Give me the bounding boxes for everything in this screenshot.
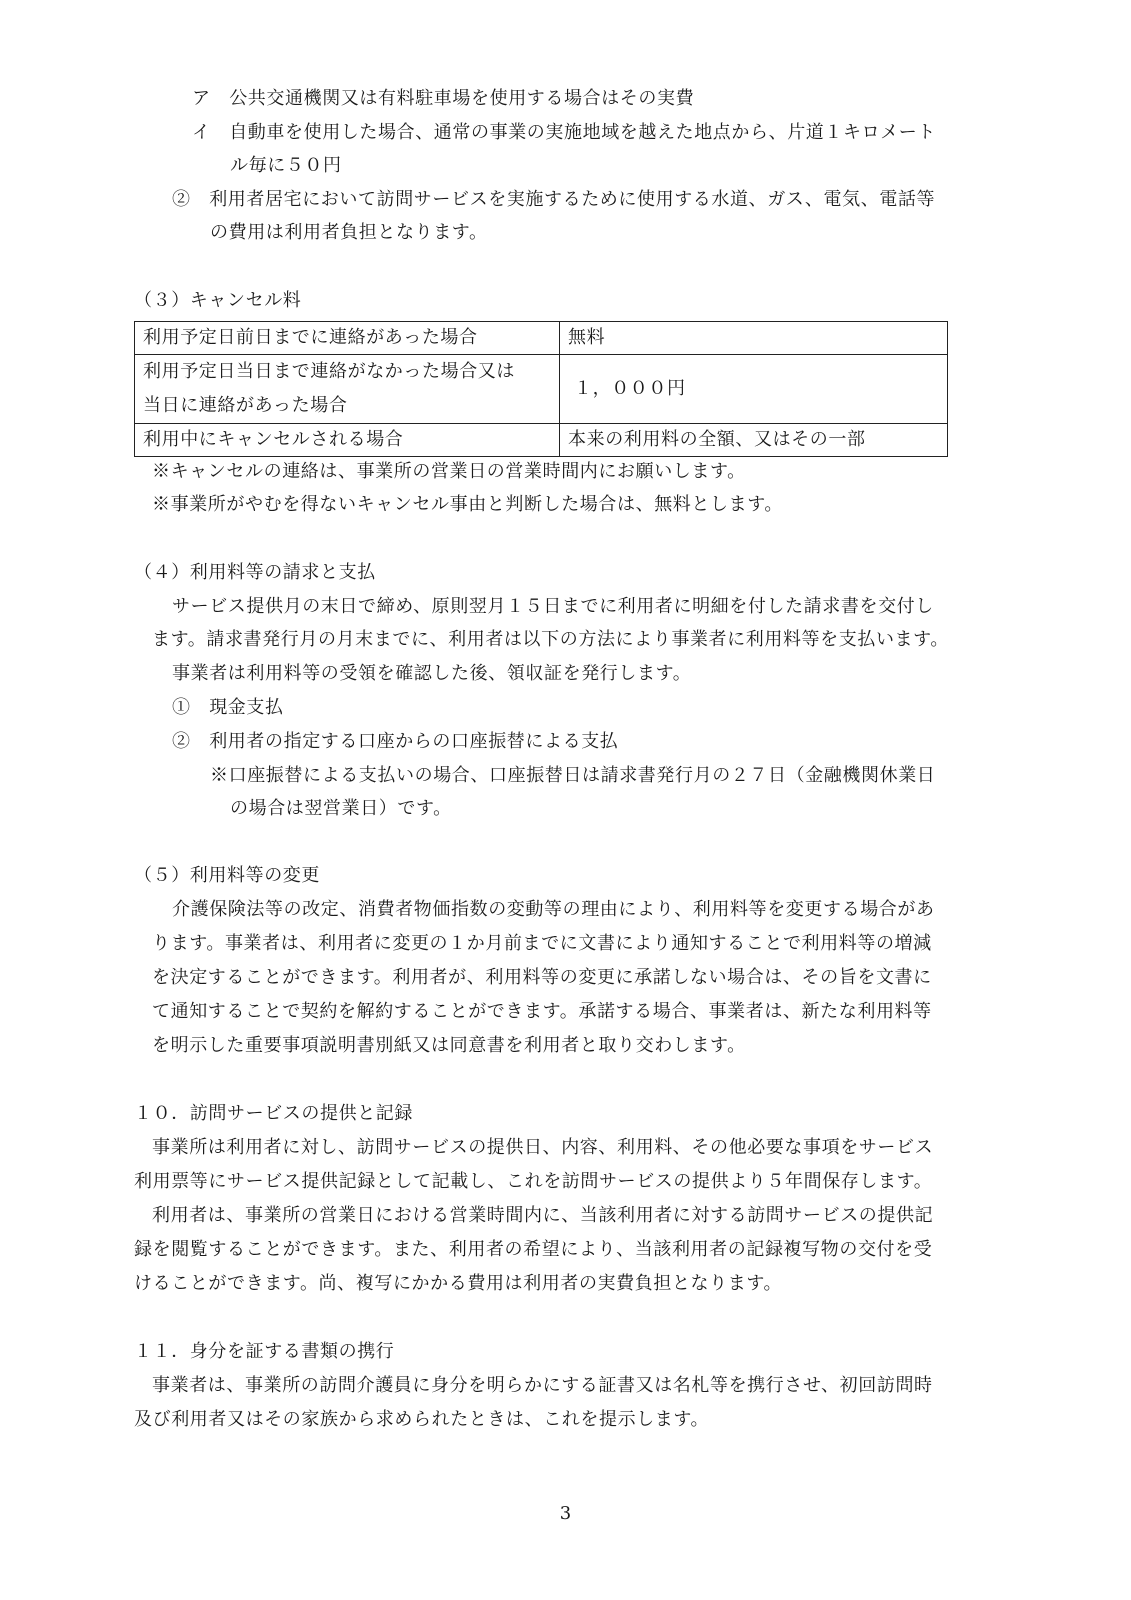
condition-line: 利用予定日当日まで連絡がなかった場合又は	[143, 361, 515, 382]
travel-item-i-line1: イ 自動車を使用した場合、通常の事業の実施地域を越えた地点から、片道１キロメート	[192, 122, 936, 143]
change-paragraph-line: ります。事業者は、利用者に変更の１か月前までに文書により通知することで利用料等の増減	[152, 933, 932, 954]
cancel-note-2: ※事業所がやむを得ないキャンセル事由と判断した場合は、無料とします。	[152, 494, 783, 515]
change-heading: （５）利用料等の変更	[134, 865, 320, 886]
change-paragraph-line: 介護保険法等の改定、消費者物価指数の変動等の理由により、利用料等を変更する場合があ	[172, 899, 935, 920]
travel-item-i-line2: ル毎に５０円	[230, 155, 342, 176]
section11-line: 及び利用者又はその家族から求められたときは、これを提示します。	[134, 1409, 710, 1430]
table-cell-condition: 利用中にキャンセルされる場合	[135, 424, 560, 457]
section10-line: 事業所は利用者に対し、訪問サービスの提供日、内容、利用料、その他必要な事項をサービス	[152, 1137, 934, 1158]
change-paragraph-line: を決定することができます。利用者が、利用料等の変更に承諾しない場合は、その旨を文書に	[152, 967, 932, 988]
table-cell-condition	[135, 355, 560, 424]
change-paragraph-line: て通知することで契約を解約することができます。承諾する場合、事業者は、新たな利用料等	[152, 1001, 932, 1022]
cancel-heading: （３）キャンセル料	[134, 290, 302, 311]
billing-heading: （４）利用料等の請求と支払	[134, 562, 376, 583]
travel-item-a: ア 公共交通機関又は有料駐車場を使用する場合はその実費	[192, 88, 695, 109]
table-row	[135, 424, 948, 457]
table-cell-fee: 本来の利用料の全額、又はその一部	[560, 424, 948, 457]
section10-line: 録を閲覧することができます。また、利用者の希望により、当該利用者の記録複写物の交付を受	[134, 1239, 933, 1260]
page-number: 3	[559, 1503, 572, 1524]
utilities-item-line2: の費用は利用者負担となります。	[210, 222, 488, 243]
transfer-note-line1: ※口座振替による支払いの場合、口座振替日は請求書発行月の２７日（金融機関休業日	[210, 765, 936, 786]
transfer-note-line2: の場合は翌営業日）です。	[230, 798, 452, 819]
table-cell-condition: 利用予定日前日までに連絡があった場合	[135, 322, 560, 355]
payment-method-transfer: ② 利用者の指定する口座からの口座振替による支払	[172, 731, 619, 752]
section11-line: 事業者は、事業所の訪問介護員に身分を明らかにする証書又は名札等を携行させ、初回訪問時	[152, 1375, 933, 1396]
table-row	[135, 355, 948, 424]
section10-line: けることができます。尚、複写にかかる費用は利用者の実費負担となります。	[134, 1273, 783, 1294]
condition-line: 当日に連絡があった場合	[143, 395, 348, 416]
billing-paragraph-line: サービス提供月の末日で締め、原則翌月１５日までに利用者に明細を付した請求書を交付し	[172, 596, 934, 617]
billing-receipt-text: 事業者は利用料等の受領を確認した後、領収証を発行します。	[172, 663, 692, 684]
section11-heading: １１．身分を証する書類の携行	[134, 1341, 395, 1362]
billing-paragraph-line: ます。請求書発行月の月末までに、利用者は以下の方法により事業者に利用料等を支払います。	[152, 629, 949, 650]
change-paragraph-line: を明示した重要事項説明書別紙又は同意書を利用者と取り交わします。	[152, 1035, 746, 1056]
payment-method-cash: ① 現金支払	[172, 697, 284, 718]
utilities-item-line1: ② 利用者居宅において訪問サービスを実施するために使用する水道、ガス、電気、電話等	[172, 189, 936, 210]
table-cell-fee: １，０００円	[560, 355, 948, 424]
section10-line: 利用票等にサービス提供記録として記載し、これを訪問サービスの提供より５年間保存します。	[134, 1171, 933, 1192]
cancel-fee-table	[134, 321, 948, 457]
table-row	[135, 322, 948, 355]
table-cell-fee: 無料	[560, 322, 948, 355]
section10-line: 利用者は、事業所の営業日における営業時間内に、当該利用者に対する訪問サービスの提供記	[152, 1205, 934, 1226]
cancel-note-1: ※キャンセルの連絡は、事業所の営業日の営業時間内にお願いします。	[152, 461, 746, 482]
section10-heading: １０．訪問サービスの提供と記録	[134, 1103, 413, 1124]
